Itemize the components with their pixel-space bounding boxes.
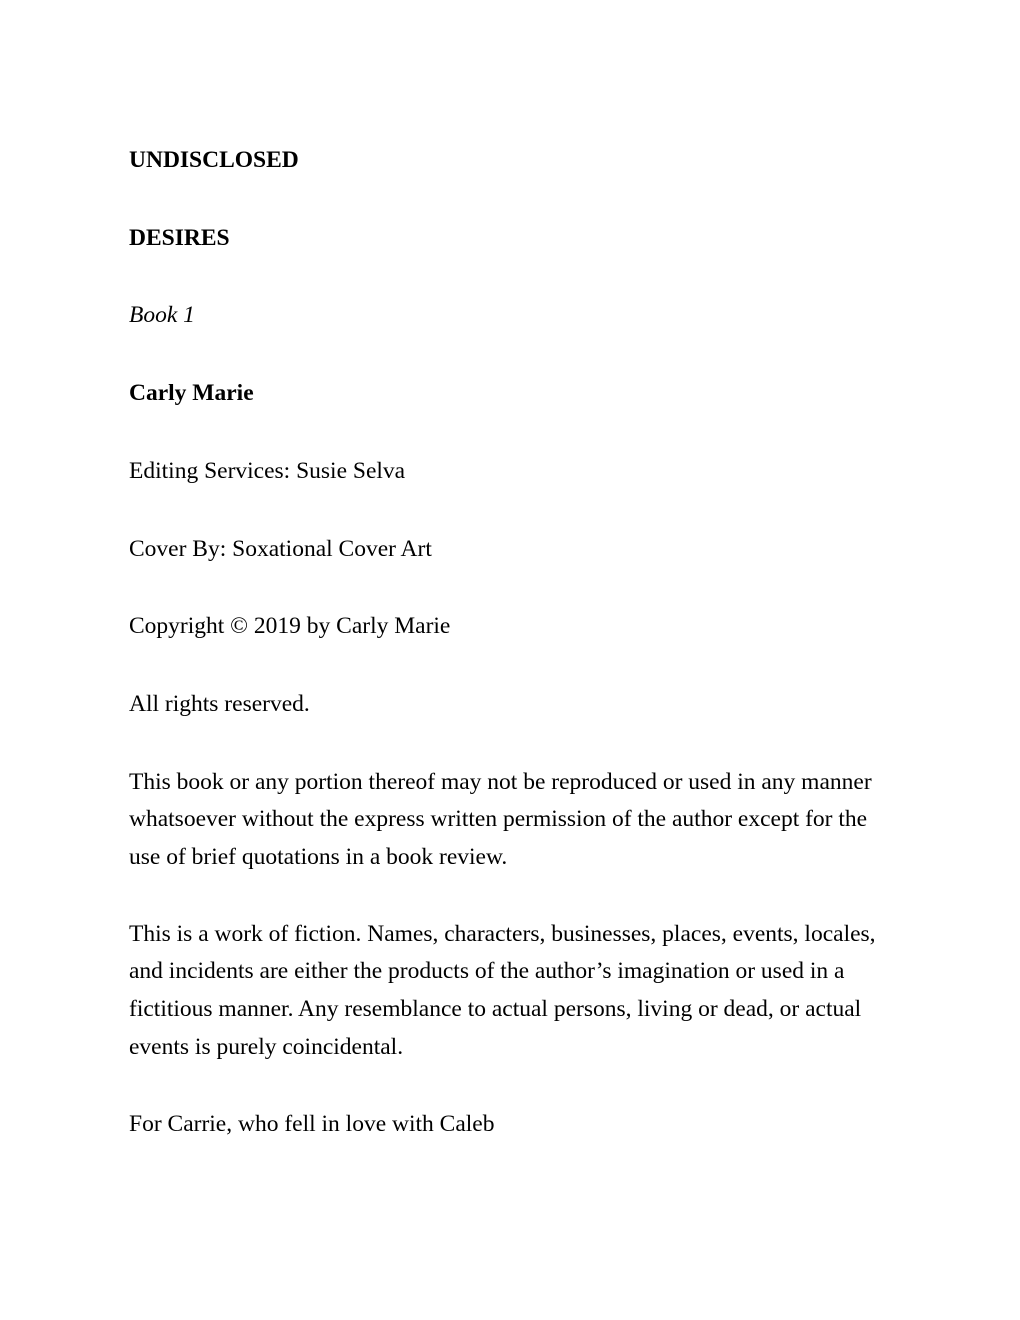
series-label: Book 1 — [129, 302, 195, 329]
dedication: For Carrie, who fell in love with Caleb — [129, 1110, 495, 1137]
copyright-page — [129, 142, 889, 1143]
cover-credit: Cover By: Soxational Cover Art — [129, 535, 432, 562]
author-name: Carly Marie — [129, 380, 254, 407]
reproduction-notice: This book or any portion thereof may not be reproduced or used in any manner whatsoever without the express written permission of the author except for the use of brief quotations in a book review. — [129, 768, 872, 871]
rights-reserved: All rights reserved. — [129, 690, 310, 717]
copyright-notice: Copyright © 2019 by Carly Marie — [129, 613, 451, 640]
title-line-1: UNDISCLOSED — [129, 147, 299, 173]
fiction-disclaimer: This is a work of fiction. Names, characters, businesses, places, events, locales, and incidents are either the products of the author’s imagination or used in a fictitious manner. Any resemblance to actual persons, living or dead, or actual events is purely coincidental. — [129, 920, 876, 1060]
title-line-2: DESIRES — [129, 224, 230, 251]
editing-credit: Editing Services: Susie Selva — [129, 457, 406, 484]
